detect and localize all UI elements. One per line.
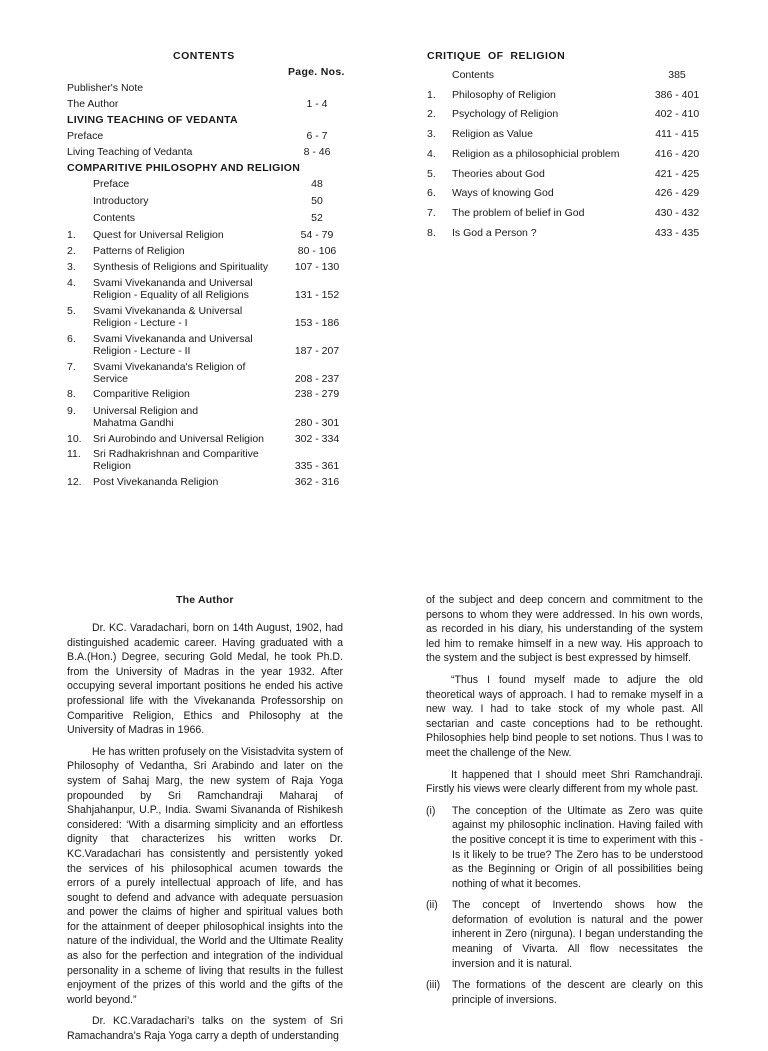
toc-entry-pages: 8 - 46 xyxy=(303,146,331,158)
toc-entry-label: Svami Vivekananda & Universal Religion - Lecture - I xyxy=(93,305,243,329)
list-item xyxy=(426,898,703,971)
author-paragraph-4: of the subject and deep concern and commitment to the persons to whom they were addressed. In his own words, as recorded in his diary, his understanding of the system led him to remake himself in a new way. His approach to the system and the subject is best expressed by himself. xyxy=(426,594,703,665)
toc-entry-pages: 335 - 361 xyxy=(294,460,340,472)
author-paragraph-1: Dr. KC. Varadachari, born on 14th August, 1902, had distinguished academic career. Having graduated with a B.A.(Hon.) Degree, securing Gold Medal, he took Ph.D. from the University of Madras in the year 1932. After occupying several important positions he ended his active professional life with the Vivekananda Professorship on Comparitive Religion, Ethics and Philosophy at the University of Madras in 1966. xyxy=(67,622,343,737)
page-nos-header: Page. Nos. xyxy=(288,66,345,78)
toc-entry-number: 6. xyxy=(67,333,76,345)
toc-entry-label: Contents xyxy=(452,69,495,81)
toc-entry-pages: 362 - 316 xyxy=(294,476,340,488)
list-item xyxy=(426,804,703,892)
toc-entry-label: Sri Radhakrishnan and Comparitive Religion xyxy=(93,448,259,472)
toc-entry-label: Quest for Universal Religion xyxy=(93,229,224,241)
toc-entry-pages: 208 - 237 xyxy=(294,373,340,385)
toc-entry-number: 4. xyxy=(67,277,76,289)
toc-entry-pages: 187 - 207 xyxy=(294,345,340,357)
author-paragraph-6: It happened that I should meet Shri Ramchandraji. Firstly his views were clearly different from my whole past. xyxy=(426,768,703,796)
toc-entry-pages: 6 - 7 xyxy=(306,130,328,142)
toc-entry-label: Svami Vivekananda and Universal Religion - Equality of all Religions xyxy=(93,277,253,301)
author-left-column xyxy=(67,621,343,1051)
toc-entry-label: Religion as Value xyxy=(452,128,533,140)
toc-entry-label: Preface xyxy=(93,178,130,190)
toc-entry-number: 10. xyxy=(67,433,82,445)
toc-entry-label: Patterns of Religion xyxy=(93,245,185,257)
list-marker: (ii) xyxy=(426,899,438,912)
toc-entry-label: Synthesis of Religions and Spirituality xyxy=(93,261,269,273)
toc-entry-number: 1. xyxy=(67,229,76,241)
toc-entry-number: 5. xyxy=(427,168,436,180)
list-marker: (iii) xyxy=(426,979,441,992)
right-toc-list xyxy=(427,69,717,249)
toc-entry-number: 5. xyxy=(67,305,76,317)
toc-entry-number: 11. xyxy=(67,448,81,460)
toc-entry-label: Ways of knowing God xyxy=(452,187,554,199)
toc-entry-pages: 386 - 401 xyxy=(654,89,700,101)
toc-entry-label: Is God a Person ? xyxy=(452,227,537,239)
toc-entry-number: 2. xyxy=(427,108,436,120)
toc-entry-number: 3. xyxy=(67,261,76,273)
toc-entry-label: Universal Religion and Mahatma Gandhi xyxy=(93,405,199,429)
list-text: The concept of Invertendo shows how the deformation of evolution is natural and the power inherent in Zero (nirguna). I began understanding the meaning of Vivarta. All flow necessitates the inversion and it is natural. xyxy=(452,899,703,970)
toc-entry-pages: 280 - 301 xyxy=(294,417,340,429)
toc-entry-pages: 411 - 415 xyxy=(655,128,699,140)
author-right-column xyxy=(426,593,703,1014)
left-toc-list xyxy=(67,82,357,502)
toc-entry-pages: 385 xyxy=(668,69,686,81)
toc-entry-pages: 50 xyxy=(311,195,323,207)
list-item xyxy=(426,978,703,1007)
toc-entry-number: 1. xyxy=(427,89,436,101)
author-paragraph-3: Dr. KC.Varadachari’s talks on the system of Sri Ramachandra’s Raja Yoga carry a depth of understanding xyxy=(67,1015,343,1043)
toc-entry-label: COMPARITIVE PHILOSOPHY AND RELIGION xyxy=(67,162,301,174)
toc-entry-pages: 1 - 4 xyxy=(306,98,328,110)
toc-entry-pages: 430 - 432 xyxy=(654,207,700,219)
toc-entry-number: 2. xyxy=(67,245,76,257)
toc-entry-label: Svami Vivekananda's Religion of Service xyxy=(93,361,246,385)
toc-entry-label: Living Teaching of Vedanta xyxy=(67,146,193,158)
toc-entry-label: Contents xyxy=(93,212,136,224)
toc-entry-pages: 238 - 279 xyxy=(294,388,340,400)
toc-entry-pages: 48 xyxy=(311,178,323,190)
list-text: The conception of the Ultimate as Zero was quite against my philosophic inclination. Having failed with the positive concept it is time to experiment with this - Is it likely to be true? The Zero has to be understood as the Beginning or Origin of all possibilities being nothing of what it becomes. xyxy=(452,804,703,890)
toc-entry-pages: 107 - 130 xyxy=(294,261,340,273)
author-paragraph-2: He has written profusely on the Visistadvita system of Philosophy of Vedantha, Sri Arabindo and later on the system of Sahaj Marg, the new system of Raja Yoga propounded by Sri Ramchandraji Maharaj of Shahjahanpur, U.P., India. Swami Sivananda of Rishikesh considered: ‘With a disarming simplicity and an effortless dignity that characterizes his written works Dr. KC.Varadachari has consistently and persistently yoked the services of his philosophical acumen towards the errors of a purely intellectual approach of life, and has sought to defend and advance with adequate persuasion and power the claims of higher and spiritual values both for the attainment of deeper philosophical insights into the nature of the individual, the World and the Ultimate Reality as also for the perfection and integration of the individual personality in a scheme of living that results in the fullest enjoyment of the prizes of this world and the gifts of the world beyond.” xyxy=(67,745,343,1006)
toc-entry-label: Publisher's Note xyxy=(67,82,144,94)
toc-entry-number: 6. xyxy=(427,187,436,199)
toc-entry-pages: 416 - 420 xyxy=(654,148,700,160)
critique-title: CRITIQUE OF RELIGION xyxy=(427,50,566,62)
toc-entry-pages: 302 - 334 xyxy=(294,433,340,445)
toc-entry-pages: 433 - 435 xyxy=(654,227,700,239)
toc-entry-number: 7. xyxy=(427,207,436,219)
toc-entry-pages: 52 xyxy=(311,212,323,224)
toc-entry-number: 12. xyxy=(67,476,82,488)
toc-entry-label: Theories about God xyxy=(452,168,545,180)
toc-entry-label: Introductory xyxy=(93,195,149,207)
toc-entry-label: Religion as a philosophicial problem xyxy=(452,148,620,160)
toc-entry-number: 3. xyxy=(427,128,436,140)
toc-entry-label: Psychology of Religion xyxy=(452,108,559,120)
toc-entry-pages: 54 - 79 xyxy=(300,229,334,241)
toc-entry-label: Sri Aurobindo and Universal Religion xyxy=(93,433,265,445)
toc-entry-label: LIVING TEACHING OF VEDANTA xyxy=(67,114,238,126)
toc-entry-label: Philosophy of Religion xyxy=(452,89,556,101)
toc-entry-number: 8. xyxy=(67,388,76,400)
toc-entry-pages: 421 - 425 xyxy=(654,168,700,180)
list-marker: (i) xyxy=(426,804,436,817)
toc-entry-label: Post Vivekananda Religion xyxy=(93,476,219,488)
toc-entry-number: 7. xyxy=(67,361,76,373)
toc-entry-pages: 153 - 186 xyxy=(294,317,340,329)
toc-entry-number: 4. xyxy=(427,148,436,160)
toc-entry-pages: 426 - 429 xyxy=(654,187,700,199)
toc-entry-label: The Author xyxy=(67,98,119,110)
toc-entry-label: The problem of belief in God xyxy=(452,207,585,219)
toc-entry-pages: 80 - 106 xyxy=(297,245,337,257)
toc-entry-pages: 402 - 410 xyxy=(654,108,700,120)
toc-entry-number: 8. xyxy=(427,227,436,239)
toc-entry-number: 9. xyxy=(67,405,76,417)
list-text: The formations of the descent are clearly on this principle of inversions. xyxy=(452,979,703,1006)
author-paragraph-5: “Thus I found myself made to adjure the old theoretical ways of approach. I had to remake myself in a new way. I had to take stock of my whole past. All sectarian and caste conceptions had to be rethought. Philosophies help bind people to set notions. Thus I was to meet the challenge of the New. xyxy=(426,673,703,759)
toc-entry-label: Preface xyxy=(67,130,104,142)
toc-entry-pages: 131 - 152 xyxy=(294,289,340,301)
contents-title: CONTENTS xyxy=(173,50,235,62)
toc-entry-label: Svami Vivekananda and Universal Religion - Lecture - II xyxy=(93,333,253,357)
author-title: The Author xyxy=(176,594,234,606)
toc-entry-label: Comparitive Religion xyxy=(93,388,190,400)
